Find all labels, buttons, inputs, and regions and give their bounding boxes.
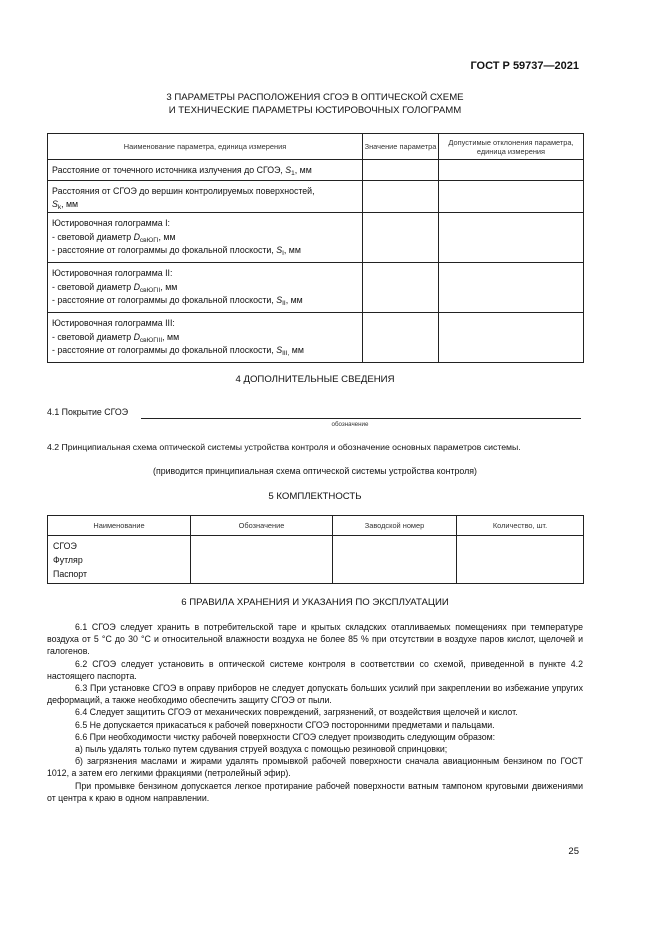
table-row xyxy=(48,181,584,213)
paragraph-6-7: При промывке бензином допускается легкое протирание рабочей поверхности ватным тампоном круговыми движениями от центра к краю в одном направлении. xyxy=(47,780,583,803)
table-row xyxy=(48,213,584,263)
paragraph-6-1: 6.1 СГОЭ следует хранить в потребительской таре и крытых складских отапливаемых помещениях при температуре воздуха от 5 °С до 30 °С и относительной влажности воздуха не более 85 % при отсутствии в воздухе паров кислот, щелочей и галогенов. xyxy=(47,622,583,657)
paragraph-6-6-a: а) пыль удалять только путем сдувания струей воздуха с помощью резиновой спринцовки; xyxy=(75,744,448,755)
paragraph-6-5: 6.5 Не допускается прикасаться к рабочей поверхности СГОЭ посторонними предметами и пальцами. xyxy=(75,719,495,730)
section-3-title xyxy=(47,91,583,117)
completeness-table-header xyxy=(48,516,584,536)
cover-blank-line xyxy=(141,418,581,419)
paragraph-6-6-b: б) загрязнения маслами и жирами удалять промывкой рабочей поверхности сначала авиационным бензином по ГОСТ 1012, а затем его легкими фракциями (петролейный эфир). xyxy=(47,756,583,779)
section-6-body xyxy=(47,621,583,804)
list-item: Футляр xyxy=(53,554,83,565)
parameters-table xyxy=(47,133,584,363)
cover-label: 4.1 Покрытие СГОЭ xyxy=(47,407,129,417)
completeness-table xyxy=(47,515,584,584)
col-quantity: Количество, шт. xyxy=(457,516,584,536)
col-serial-number: Заводской номер xyxy=(333,516,457,536)
schematic-placeholder: (приводится принципиальная схема оптической системы устройства контроля) xyxy=(153,466,477,476)
paragraph-6-2: 6.2 СГОЭ следует установить в оптической системе контроля в соответствии со схемой, приведенной в пункте 4.2 настоящего паспорта. xyxy=(47,658,583,681)
section-6-title: 6 ПРАВИЛА ХРАНЕНИЯ И УКАЗАНИЯ ПО ЭКСПЛУАТАЦИИ xyxy=(181,597,449,608)
paragraph-6-4: 6.4 Следует защитить СГОЭ от механических повреждений, загрязнений, от воздействия щелочей и кислот. xyxy=(75,707,518,718)
param-hologram-1: Юстировочная голограмма I: - световой диаметр $D_{свЮГI}$, мм - расстояние от голограммы до фокальной плоскости, $S_I$, мм xyxy=(48,213,363,263)
table-row xyxy=(48,536,584,584)
col-parameter-name: Наименование параметра, единица измерения xyxy=(48,134,363,160)
col-item-name: Наименование xyxy=(48,516,191,536)
paragraph-6-6: 6.6 При необходимости чистку рабочей поверхности СГОЭ следует производить следующим образом: xyxy=(75,731,496,742)
paragraph-4-2: 4.2 Принципиальная схема оптической системы устройства контроля и обозначение основных параметров системы. xyxy=(47,442,521,452)
cover-caption: обозначение xyxy=(331,421,369,428)
item-list xyxy=(48,536,191,584)
col-parameter-tolerance: Допустимые отклонения параметра, единица измерения xyxy=(439,134,584,160)
param-hologram-2: Юстировочная голограмма II: - световой диаметр $D_{свЮГII}$, мм - расстояние от голограммы до фокальной плоскости, $S_{II}$, мм xyxy=(48,263,363,313)
param-hologram-3: Юстировочная голограмма III: - световой диаметр $D_{свЮГIII}$, мм - расстояние от голограммы до фокальной плоскости, $S_{III,}$ мм xyxy=(48,313,363,363)
param-point-source-distance: Расстояние от точечного источника излучения до СГОЭ, $S_1$, мм xyxy=(48,160,363,181)
col-designation: Обозначение xyxy=(191,516,333,536)
param-surface-vertex-distances: Расстояния от СГОЭ до вершин контролируемых поверхностей, $S_k$, мм xyxy=(48,181,363,213)
table-row xyxy=(48,313,584,363)
list-item: СГОЭ xyxy=(53,541,77,551)
section-4-title: 4 ДОПОЛНИТЕЛЬНЫЕ СВЕДЕНИЯ xyxy=(235,374,395,385)
col-parameter-value: Значение параметра xyxy=(363,134,439,160)
paragraph-6-3: 6.3 При установке СГОЭ в оправу приборов не следует допускать больших усилий при закреплении во избежание упругих деформаций, а также необходимо обеспечить защиту СГОЭ от пыли. xyxy=(47,683,583,706)
section-3-title-line-2: И ТЕХНИЧЕСКИЕ ПАРАМЕТРЫ ЮСТИРОВОЧНЫХ ГОЛОГРАММ xyxy=(168,105,462,116)
document-code: ГОСТ Р 59737—2021 xyxy=(470,60,579,72)
table-row xyxy=(48,160,584,181)
section-5-title: 5 КОМПЛЕКТНОСТЬ xyxy=(268,491,362,502)
page-number: 25 xyxy=(568,846,579,857)
list-item: Паспорт xyxy=(53,568,87,579)
parameters-table-header xyxy=(48,134,584,160)
cover-field xyxy=(47,406,583,418)
section-3-title-line-1: 3 ПАРАМЕТРЫ РАСПОЛОЖЕНИЯ СГОЭ В ОПТИЧЕСКОЙ СХЕМЕ xyxy=(166,92,464,103)
table-row xyxy=(48,263,584,313)
